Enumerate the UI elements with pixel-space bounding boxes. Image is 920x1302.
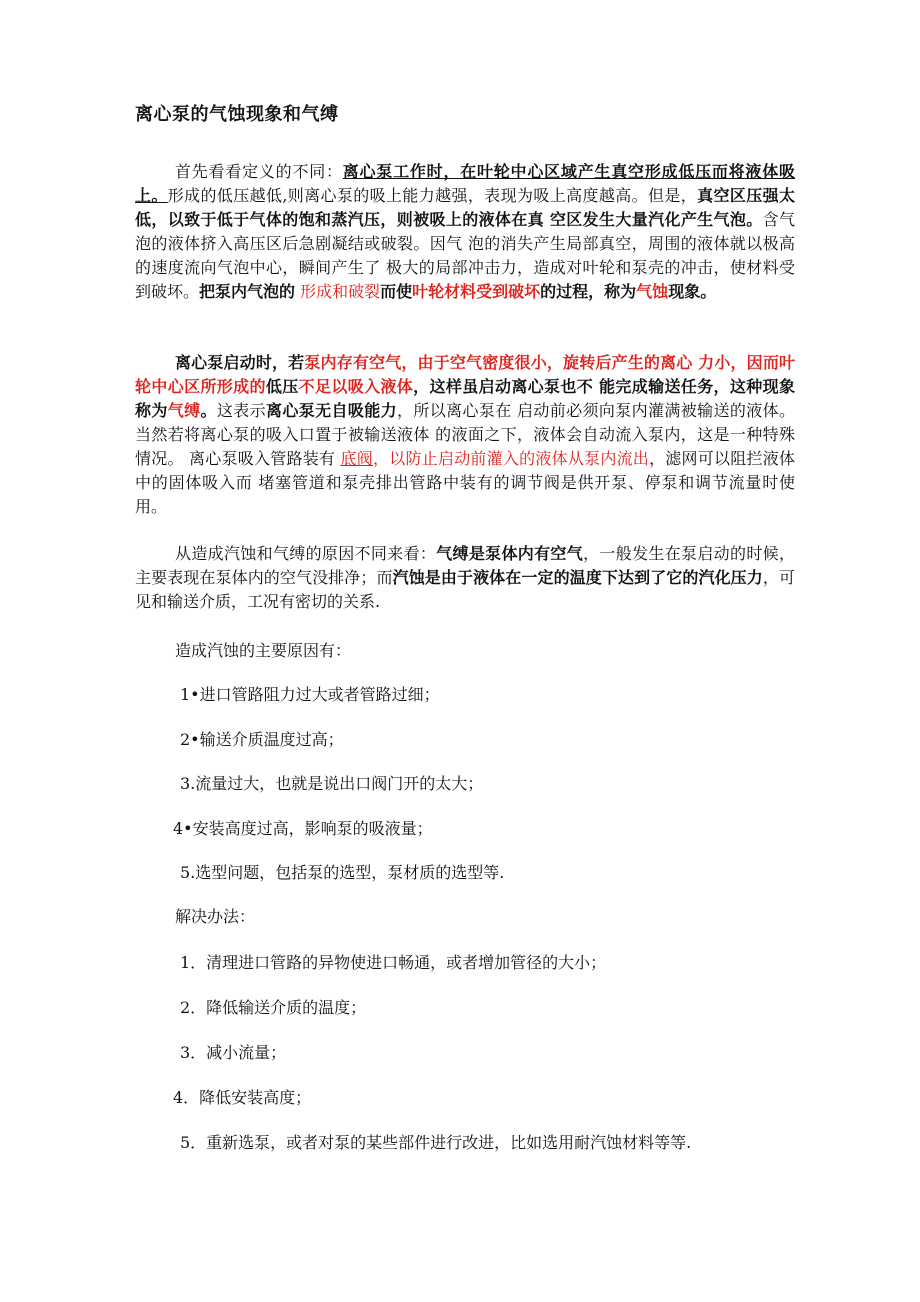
paragraph-comparison xyxy=(135,542,795,614)
text-span-bold: ，这样虽启动离心泵也不 能完成输送任务，这种现象称为 xyxy=(135,377,795,420)
text-span-bold: 汽蚀是由于液体在一定的温度下达到了它的汽化压力 xyxy=(392,568,763,587)
text-span-bold: 。 xyxy=(200,401,217,420)
paragraph-air-binding xyxy=(135,351,795,519)
text-span-bold-red: 不足以吸入液体 xyxy=(298,377,414,396)
text-span-bold: 离心泵无自吸能力 xyxy=(266,401,397,420)
text-span-bold: 低压 xyxy=(265,377,299,396)
text-span: ，一般发生在泵启动的时候，主要表现在泵体内的空气没排净；而 xyxy=(135,544,795,587)
list-item: 4．降低安装高度； xyxy=(173,1088,312,1107)
text-span-red: 形成和破裂 xyxy=(295,282,381,301)
text-span: ，可见和输送介质，工况有密切的关系. xyxy=(135,568,795,611)
text-span-bold-red: 气缚 xyxy=(167,401,201,420)
list-item: 2•输送介质温度过高； xyxy=(180,730,344,749)
list-item: 1•进口管路阻力过大或者管路过细； xyxy=(180,685,440,704)
text-span: ，滤网可以阻拦液体中的固体吸入而 堵塞管道和泵壳排出管路中装有的调节阀是供开泵、停泵和调节流量时使用。 xyxy=(135,449,795,516)
text-span: 首先看看定义的不同： xyxy=(175,162,343,181)
text-span-red: ，以防止启动前灌入的液体从泵内流出 xyxy=(373,449,650,468)
text-span-bold: 气缚是泵体内有空气 xyxy=(436,544,584,563)
list-item: 3.流量过大，也就是说出口阀门开的太大； xyxy=(180,774,484,793)
list-item: 5．重新选泵，或者对泵的某些部件进行改进，比如选用耐汽蚀材料等等. xyxy=(180,1133,692,1152)
text-span-bold: 而使 xyxy=(380,282,413,301)
text-span: 这表示 xyxy=(216,401,266,420)
text-span-bold-red: 气蚀 xyxy=(636,282,669,301)
causes-heading: 造成汽蚀的主要原因有： xyxy=(175,641,352,660)
text-span: 含气泡的液体挤入高压区后急剧凝结或破裂。因气 泡的消失产生局部真空，周围的液体就以极高的速度流向气泡中心，瞬间产生了 极大的局部冲击力，造成对叶轮和泵壳的冲击，使材料受到破坏。 xyxy=(135,210,795,301)
solutions-heading: 解决办法： xyxy=(175,907,256,926)
list-item: 2．降低输送介质的温度； xyxy=(180,998,367,1017)
paragraph-definition xyxy=(135,160,795,304)
text-span-bold-underline: 离心泵工作时，在叶轮中心区域产生真空形成低压而将液体吸上。 xyxy=(135,162,795,205)
list-item: 5.选型问题，包括泵的选型，泵材质的选型等. xyxy=(180,863,505,882)
text-span: 从造成汽蚀和气缚的原因不同来看： xyxy=(175,544,437,563)
text-span-bold: 离心泵启动时，若 xyxy=(175,353,305,372)
list-item: 4•安装高度过高，影响泵的吸液量； xyxy=(173,819,433,838)
text-span-bold: 真空区压强太低，以致于低于气体的饱和蒸汽压，则被吸上的液体在真 空区发生大量汽化产生气泡。 xyxy=(135,186,795,229)
list-item: 1．清理进口管路的异物使进口畅通，或者增加管径的大小； xyxy=(180,953,607,972)
text-span-bold: 把泵内气泡的 xyxy=(199,282,296,301)
text-span: 形成的低压越低,则离心泵的吸上能力越强，表现为吸上高度越高。但是， xyxy=(167,186,698,205)
text-span-bold: 现象。 xyxy=(668,282,717,301)
text-span-bold-red: 泵内存有空气，由于空气密度很小，旋转后产生的离心 力小，因而叶轮中心区所形成的 xyxy=(135,353,795,396)
foot-valve-link[interactable]: 底阀 xyxy=(340,449,373,468)
text-span-bold-red: 叶轮材料受到破坏 xyxy=(412,282,541,301)
text-span: ，所以离心泵在 启动前必须向泵内灌满被输送的液体。当然若将离心泵的吸入口置于被输送液体 的液面之下，液体会自动流入泵内，这是一种特殊情况。 离心泵吸入管路装有 xyxy=(135,401,795,468)
text-span-bold: 的过程，称为 xyxy=(540,282,637,301)
list-item: 3．减小流量； xyxy=(180,1043,287,1062)
document-title: 离心泵的气蚀现象和气缚 xyxy=(135,104,339,125)
